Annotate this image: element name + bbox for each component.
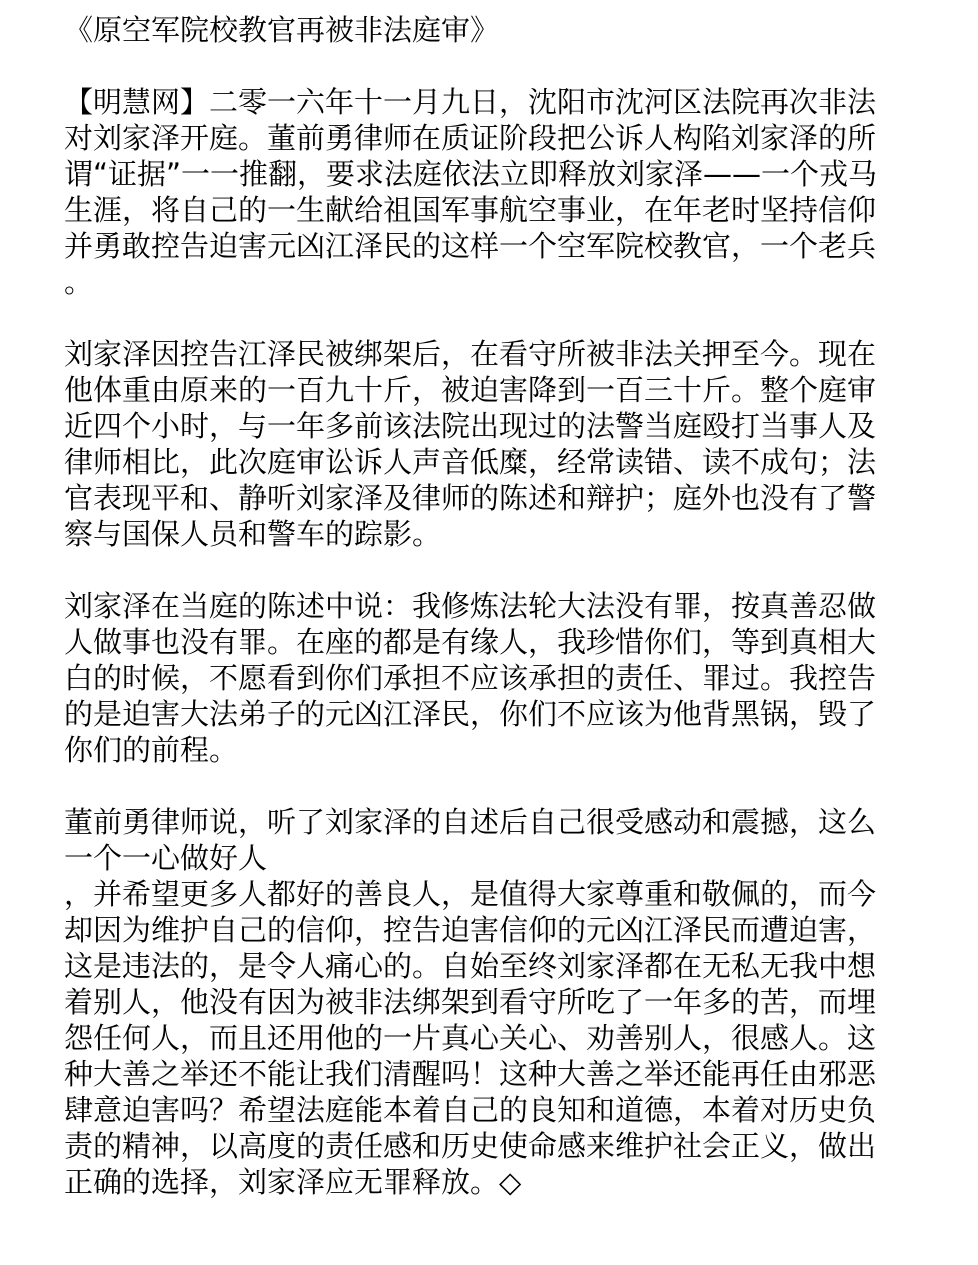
text-line: 人做事也没有罪。在座的都是有缘人，我珍惜你们，等到真相大 [64, 625, 877, 659]
text-line: 他体重由原来的一百九十斤，被迫害降到一百三十斤。整个庭审 [64, 373, 877, 407]
text-line: 正确的选择，刘家泽应无罪释放。◇ [64, 1165, 522, 1199]
text-line: 谓“证据”一一推翻，要求法庭依法立即释放刘家泽——一个戎马 [64, 157, 878, 191]
text-line: 一个一心做好人 [64, 841, 268, 875]
text-line: 刘家泽因控告江泽民被绑架后，在看守所被非法关押至今。现在 [64, 337, 877, 371]
text-line: 律师相比，此次庭审讼诉人声音低糜，经常读错、读不成句；法 [64, 445, 877, 479]
text-line: 种大善之举还不能让我们清醒吗！这种大善之举还能再任由邪恶 [64, 1057, 877, 1091]
paragraph-2 [64, 336, 914, 552]
text-line: 董前勇律师说，听了刘家泽的自述后自己很受感动和震撼，这么 [64, 805, 877, 839]
text-line: 并勇敢控告迫害元凶江泽民的这样一个空军院校教官，一个老兵 [64, 229, 877, 263]
text-line: 近四个小时，与一年多前该法院出现过的法警当庭殴打当事人及 [64, 409, 877, 443]
text-line: 刘家泽在当庭的陈述中说：我修炼法轮大法没有罪，按真善忍做 [64, 589, 877, 623]
text-line: 。 [64, 265, 94, 299]
text-line: 【明慧网】二零一六年十一月九日，沈阳市沈河区法院再次非法 [64, 85, 877, 119]
text-line: 察与国保人员和警车的踪影。 [64, 517, 442, 551]
text-line: 对刘家泽开庭。董前勇律师在质证阶段把公诉人构陷刘家泽的所 [64, 121, 877, 155]
paragraph-4 [64, 804, 914, 1200]
text-line: 这是违法的，是令人痛心的。自始至终刘家泽都在无私无我中想 [64, 949, 877, 983]
text-line: 官表现平和、静听刘家泽及律师的陈述和辩护；庭外也没有了警 [64, 481, 877, 515]
text-line: 怨任何人，而且还用他的一片真心关心、劝善别人，很感人。这 [64, 1021, 877, 1055]
text-line: 肆意迫害吗？希望法庭能本着自己的良知和道德，本着对历史负 [64, 1093, 877, 1127]
text-line: 白的时候，不愿看到你们承担不应该承担的责任、罪过。我控告 [64, 661, 877, 695]
text-line: 却因为维护自己的信仰，控告迫害信仰的元凶江泽民而遭迫害， [64, 913, 877, 947]
text-line: 着别人，他没有因为被非法绑架到看守所吃了一年多的苦，而埋 [64, 985, 877, 1019]
text-line: ，并希望更多人都好的善良人，是值得大家尊重和敬佩的，而今 [64, 877, 877, 911]
text-line: 的是迫害大法弟子的元凶江泽民，你们不应该为他背黑锅，毁了 [64, 697, 877, 731]
article [64, 12, 914, 1236]
article-title: 《原空军院校教官再被非法庭审》 [64, 13, 500, 47]
text-line: 责的精神，以高度的责任感和历史使命感来维护社会正义，做出 [64, 1129, 877, 1163]
paragraph-3 [64, 588, 914, 768]
text-line: 生涯，将自己的一生献给祖国军事航空事业，在年老时坚持信仰 [64, 193, 877, 227]
paragraph-1 [64, 84, 914, 300]
text-line: 你们的前程。 [64, 733, 239, 767]
